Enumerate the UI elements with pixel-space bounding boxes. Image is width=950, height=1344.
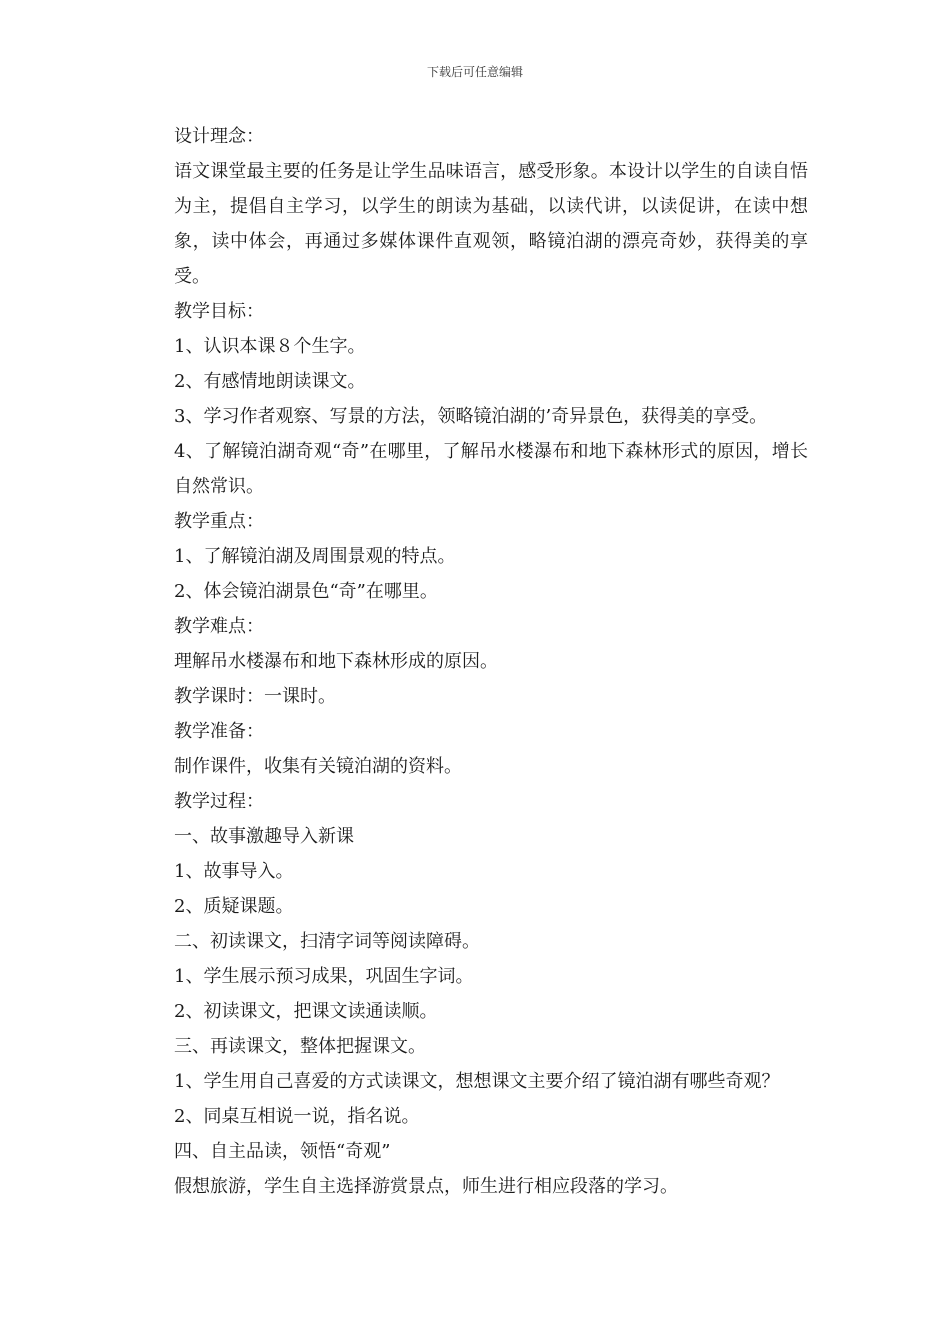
paragraph-virtual-tour: 假想旅游，学生自主选择游赏景点，师生进行相应段落的学习。	[174, 1176, 678, 1197]
process-step-2-heading: 二、初读课文，扫清字词等阅读障碍。	[174, 931, 480, 952]
list-item-key-point-1: 1、了解镜泊湖及周围景观的特点。	[174, 546, 456, 567]
list-item: 1、故事导入。	[174, 861, 294, 882]
document-body	[144, 119, 808, 1204]
list-item: 1、学生展示预习成果，巩固生字词。	[174, 966, 474, 987]
paragraph-difficulty: 理解吊水楼瀑布和地下森林形成的原因。	[174, 651, 498, 672]
page-header: 下载后可任意编辑	[426, 65, 523, 79]
list-item-goal-1: 1、认识本课８个生字。	[174, 336, 366, 357]
paragraph-design-concept: 语文课堂最主要的任务是让学生品味语言，感受形象。本设计以学生的自读自悟为主，提倡自主学习，以学生的朗读为基础，以读代讲，以读促讲，在读中想象，读中体会，再通过多媒体课件直观领，略镜泊湖的漂亮奇妙，获得美的享受。	[174, 161, 808, 287]
list-item-key-point-2: 2、体会镜泊湖景色“奇”在哪里。	[174, 581, 438, 602]
list-item-goal-3: 3、学习作者观察、写景的方法，领略镜泊湖的’奇异景色，获得美的享受。	[174, 406, 768, 427]
process-step-4-heading: 四、自主品读，领悟“奇观”	[174, 1141, 391, 1162]
section-heading-key-points: 教学重点：	[174, 511, 264, 532]
list-item: 1、学生用自己喜爱的方式读课文，想想课文主要介绍了镜泊湖有哪些奇观？	[174, 1071, 780, 1092]
paragraph-preparation: 制作课件，收集有关镜泊湖的资料。	[174, 756, 462, 777]
list-item: 2、同桌互相说一说，指名说。	[174, 1106, 420, 1127]
process-step-3-heading: 三、再读课文，整体把握课文。	[174, 1036, 426, 1057]
process-step-1-heading: 一、故事激趣导入新课	[174, 826, 354, 847]
section-heading-teaching-goals: 教学目标：	[174, 301, 264, 322]
list-item: 2、初读课文，把课文读通读顺。	[174, 1001, 438, 1022]
list-item: 2、质疑课题。	[174, 896, 294, 917]
list-item-goal-2: 2、有感情地朗读课文。	[174, 371, 366, 392]
section-heading-difficulties: 教学难点：	[174, 616, 264, 637]
paragraph-class-hours: 教学课时：一课时。	[174, 686, 336, 707]
section-heading-design-concept: 设计理念：	[174, 126, 264, 147]
section-heading-preparation: 教学准备：	[174, 721, 264, 742]
section-heading-process: 教学过程：	[174, 791, 264, 812]
list-item-goal-4: 4、了解镜泊湖奇观“奇”在哪里，了解吊水楼瀑布和地下森林形式的原因，增长自然常识。	[174, 441, 808, 497]
